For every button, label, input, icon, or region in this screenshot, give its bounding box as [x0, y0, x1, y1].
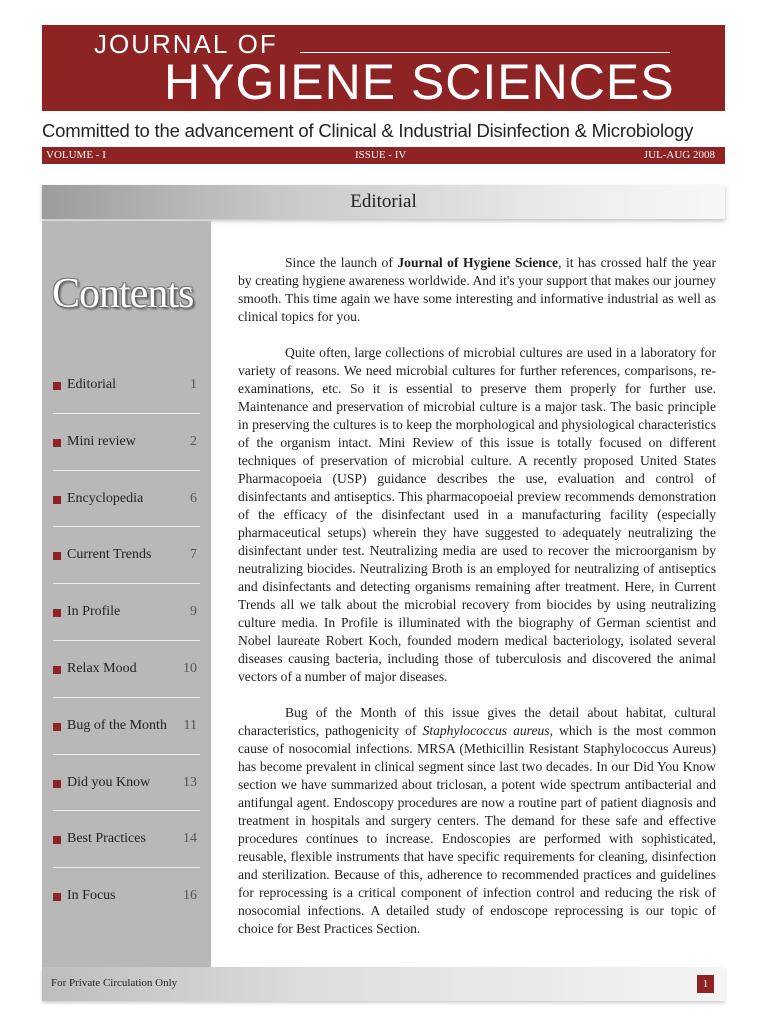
toc-item-bug-of-the-month[interactable] [53, 698, 200, 755]
toc-item-did-you-know[interactable] [53, 755, 200, 812]
toc-label: Best Practices [67, 831, 146, 847]
toc-label: Did you Know [67, 774, 151, 790]
footer-bar [42, 967, 725, 1001]
bullet-icon [53, 609, 61, 617]
toc-page-number: 6 [190, 490, 197, 506]
toc-page-number: 13 [183, 774, 197, 790]
footer-text: For Private Circulation Only [51, 977, 178, 989]
toc-item-editorial[interactable] [53, 357, 200, 414]
toc-page-number: 7 [190, 547, 197, 563]
journal-name-bold: Journal of Hygiene Science [397, 255, 559, 270]
section-title: Editorial [350, 191, 417, 212]
bullet-icon [53, 439, 61, 447]
section-header [42, 185, 725, 219]
bullet-icon [53, 552, 61, 560]
contents-title: Contents [52, 271, 194, 317]
article-text: Bug of the Month of this issue gives the detail about habitat, cultural characteristics, pathogenicity of [238, 705, 716, 738]
bullet-icon [53, 723, 61, 731]
bullet-icon [53, 780, 61, 788]
toc-label: In Focus [67, 888, 116, 904]
bullet-icon [53, 496, 61, 504]
bullet-icon [53, 666, 61, 674]
page-number-badge: 1 [697, 975, 714, 993]
article-text: Since the launch of [285, 255, 398, 270]
toc-page-number: 16 [183, 888, 197, 904]
species-name-italic: Staphylococcus aureus [422, 723, 550, 738]
toc-label: Editorial [67, 377, 116, 392]
editorial-article [238, 254, 716, 956]
toc-item-encyclopedia[interactable] [53, 471, 200, 528]
toc-item-relax-mood[interactable] [53, 641, 200, 698]
toc-label: Current Trends [67, 547, 152, 563]
toc-page-number: 9 [190, 604, 197, 620]
issue-label: ISSUE - IV [355, 149, 407, 161]
toc-page-number: 2 [190, 433, 197, 449]
bullet-icon [53, 382, 61, 390]
toc-label: Bug of the Month [67, 717, 167, 733]
toc-item-mini-review[interactable] [53, 414, 200, 471]
tagline: Committed to the advancement of Clinical & Industrial Disinfection & Microbiology [42, 120, 694, 141]
masthead [42, 25, 725, 111]
toc-item-current-trends[interactable] [53, 527, 200, 584]
toc-page-number: 1 [190, 377, 197, 392]
toc-page-number: 14 [183, 831, 197, 847]
bullet-icon [53, 893, 61, 901]
toc-item-in-profile[interactable] [53, 584, 200, 641]
contents-list [53, 357, 200, 925]
toc-item-best-practices[interactable] [53, 811, 200, 868]
article-text: , which is the most common cause of nosocomial infections. MRSA (Methicillin Resistant Staphylococcus Aureus) has become prevalent in clinical segment since last two decades. In our Did You Know section we have summarized about triclosan, a potent wide spectrum antibacterial and antifungal agent. Endoscopy procedures are now a routine part of patient diagnosis and treatment in hospitals and surgery centers. The demand for these safe and effective procedures continues to increase. Endoscopies are performed with sophisticated, reusable, flexible instruments that have specific requirements for cleaning, disinfection and sterilization. Because of this, adherence to recommended practices and guidelines for reprocessing is a critical component of infection control and reducing the risk of nosocomial infections. A detailed study of endoscope reprocessing is our topic of choice for Best Practices Section. [238, 723, 716, 936]
toc-label: Encyclopedia [67, 490, 144, 506]
journal-of-title: JOURNAL OF [94, 29, 278, 59]
volume-label: VOLUME - I [46, 149, 106, 161]
toc-page-number: 11 [183, 717, 197, 733]
article-paragraph-3 [238, 704, 716, 938]
toc-page-number: 10 [183, 660, 197, 676]
date-label: JUL-AUG 2008 [643, 149, 715, 161]
hygiene-sciences-title: HYGIENE SCIENCES [164, 54, 675, 110]
issue-bar [42, 147, 725, 164]
bullet-icon [53, 836, 61, 844]
toc-label: Mini review [67, 433, 136, 449]
toc-label: Relax Mood [67, 660, 137, 676]
contents-sidebar [42, 221, 211, 967]
toc-label: In Profile [67, 604, 121, 620]
masthead-rule [300, 52, 670, 53]
article-paragraph-1 [238, 254, 716, 326]
toc-item-in-focus[interactable] [53, 868, 200, 925]
article-paragraph-2: Quite often, large collections of microbial cultures are used in a laboratory for variety of reasons. We need microbial cultures for further references, comparisons, re-examinations, etc. So it is essential to preserve them properly for further use. Maintenance and preservation of microbial culture is a major task. The basic principle in preserving the cultures is to keep the morphological and physiological characteristics of the organism intact. Mini Review of this issue is totally focused on different techniques of preservation of microbial culture. A recently proposed United States Pharmacopoeia (USP) guidance describes the use, evaluation and control of disinfectants and antiseptics. This pharmacopoeial preview recommends demonstration of the efficacy of the disinfectant used in a manufacturing facility (especially pharmaceutical setups) wherein they have suggested to adequately neutralizing the disinfectant under test. Neutralizing media are used to recover the microorganism by neutralizing biocides. Neutralizing Broth is an employed for neutralizing of antiseptics and disinfectants and detecting organisms remaining after treatment. Here, in Current Trends all we talk about the microbial recovery from biocides by using neutralizing culture media. In Profile is illuminated with the biography of German scientist and Nobel laureate Robert Koch, founded modern medical bacteriology, isolated several diseases causing bacteria, including those of tuberculosis and discovered the animal vectors of a number of major diseases. [238, 345, 716, 684]
article-text: , it has crossed half the year by creating hygiene awareness worldwide. And it's your support that makes our journey smooth. This time again we have some interesting and informative industrial as well as clinical topics for you. [238, 255, 716, 324]
